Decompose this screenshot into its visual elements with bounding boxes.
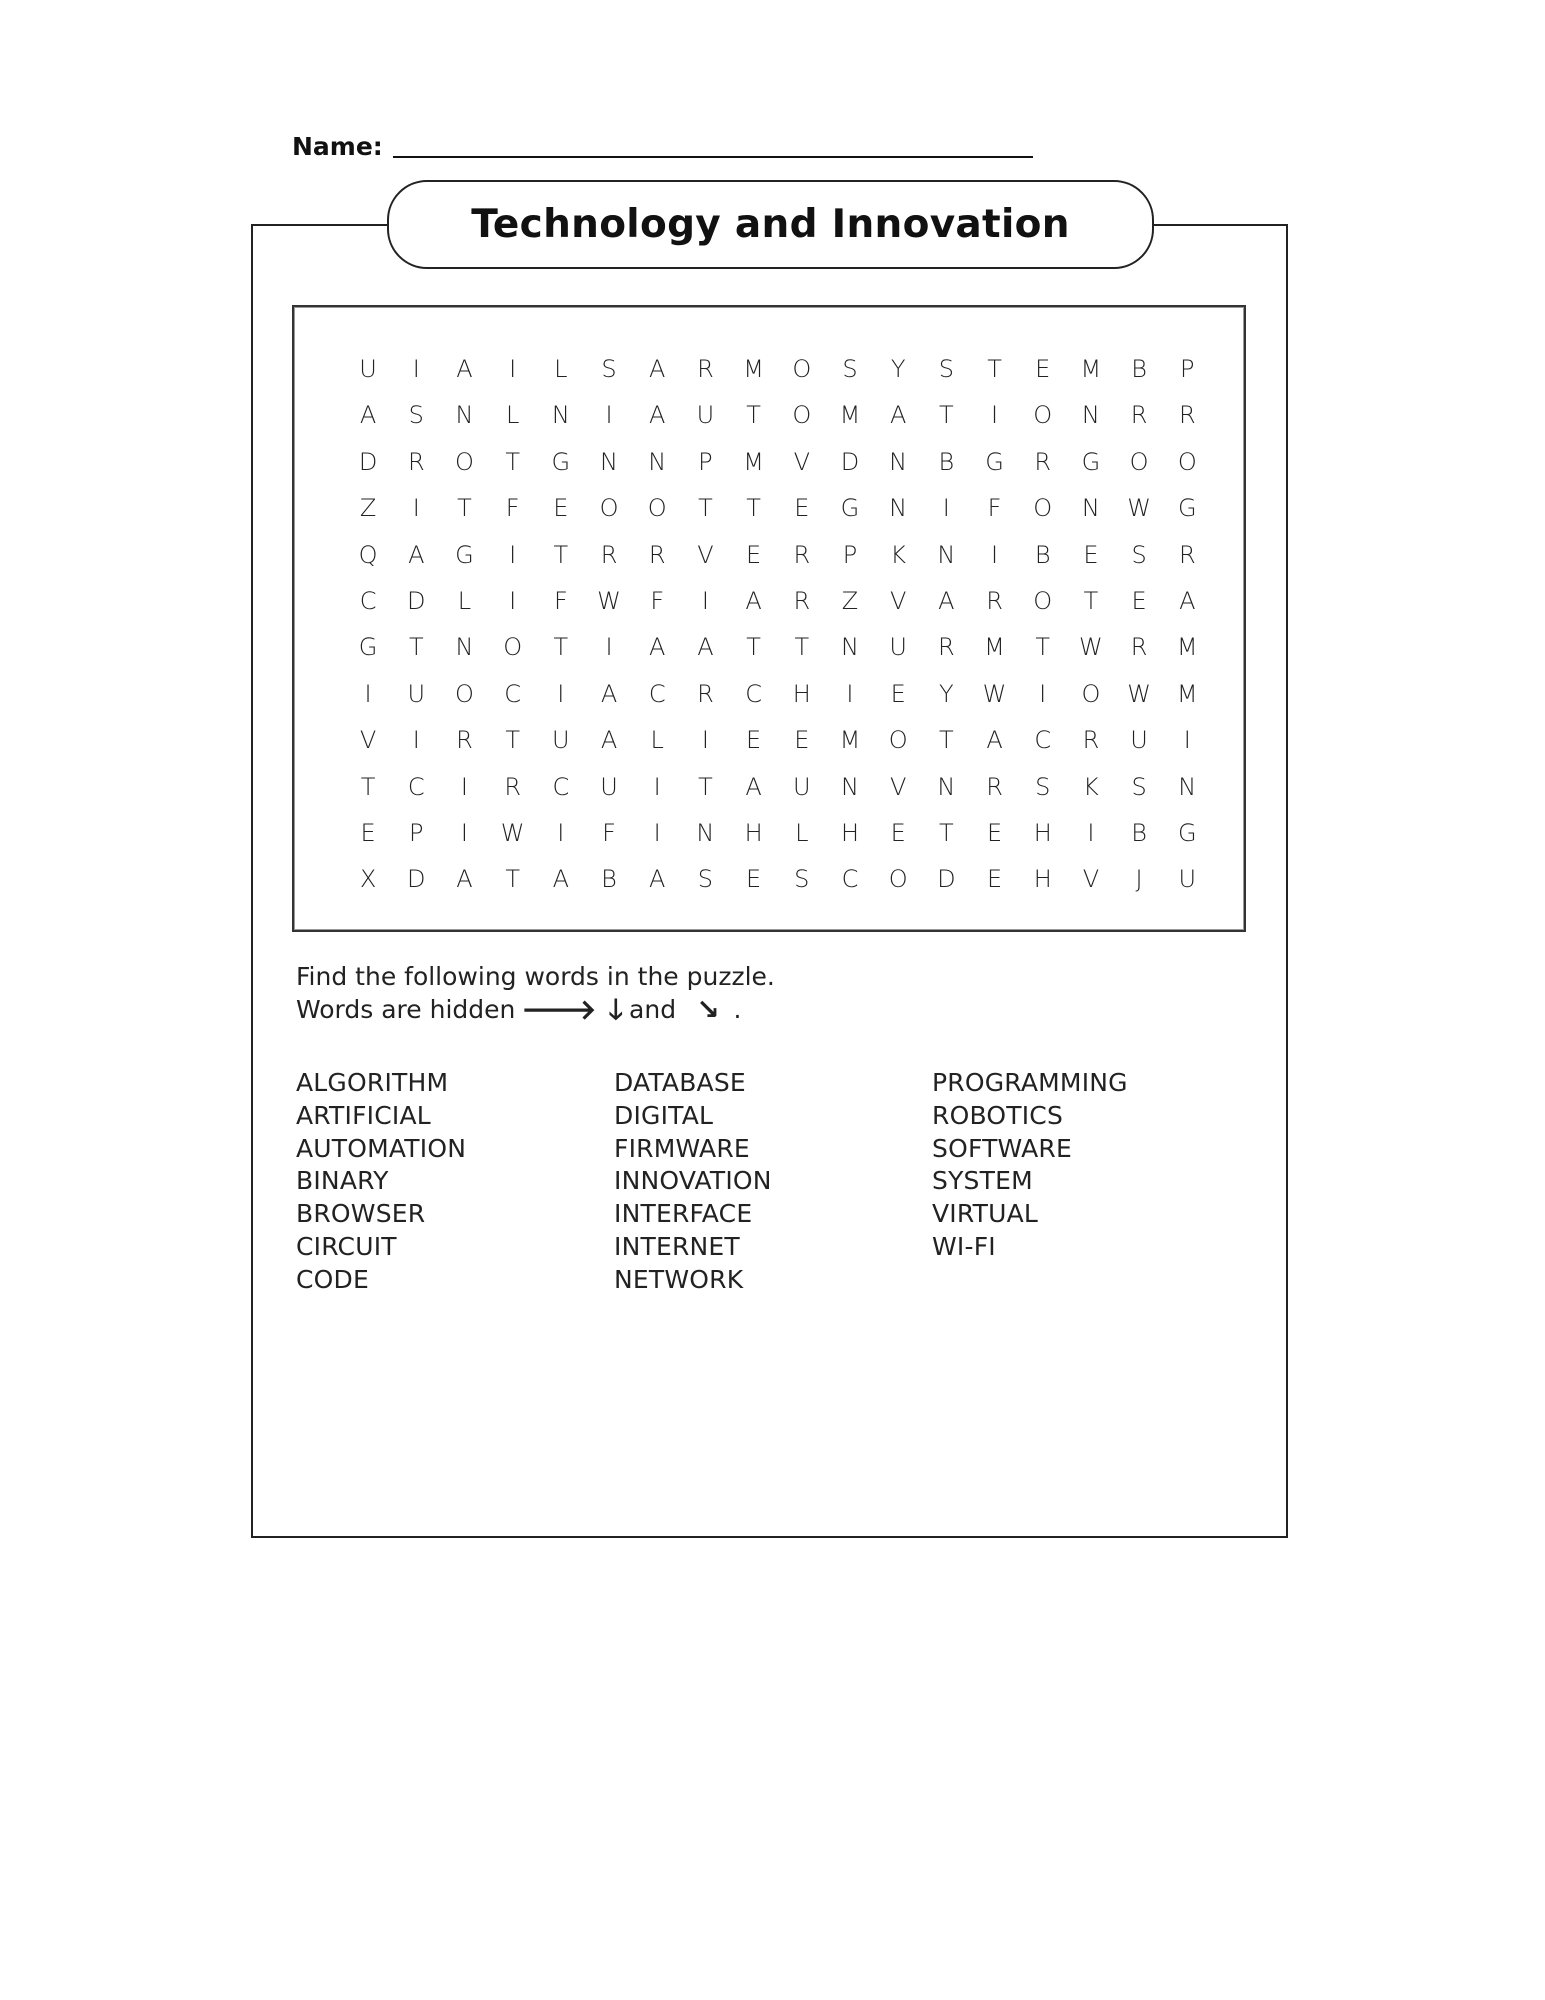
grid-letter[interactable]: N xyxy=(840,772,859,801)
grid-letter[interactable]: I xyxy=(509,540,517,569)
grid-letter[interactable]: E xyxy=(1035,355,1051,383)
grid-letter[interactable]: I xyxy=(1087,818,1095,847)
word-item: DATABASE xyxy=(614,1068,746,1097)
word-bank xyxy=(296,1067,1250,1297)
grid-letter[interactable]: Q xyxy=(358,540,378,569)
grid-letter[interactable]: Y xyxy=(890,355,906,383)
grid-letter[interactable]: T xyxy=(1083,586,1099,615)
grid-letter[interactable]: E xyxy=(553,494,569,523)
word-item: INTERFACE xyxy=(614,1199,753,1229)
grid-letter[interactable]: G xyxy=(455,540,474,569)
name-row xyxy=(292,126,1033,162)
grid-letter[interactable]: G xyxy=(840,494,860,523)
grid-letter[interactable]: I xyxy=(701,586,709,615)
grid-letter[interactable]: I xyxy=(364,679,372,708)
grid-letter[interactable]: R xyxy=(1178,540,1196,569)
grid-letter[interactable]: L xyxy=(505,401,520,430)
grid-letter[interactable]: W xyxy=(597,586,621,615)
grid-letter[interactable]: T xyxy=(1035,633,1051,662)
grid-letter[interactable]: S xyxy=(938,355,954,383)
grid-letter[interactable]: I xyxy=(557,818,565,847)
grid-letter[interactable]: S xyxy=(601,355,617,383)
grid-letter[interactable]: R xyxy=(697,355,714,383)
word-item: NETWORK xyxy=(614,1264,744,1294)
word-item: ROBOTICS xyxy=(932,1100,1064,1130)
word-item: FIRMWARE xyxy=(614,1133,750,1163)
grid-letter[interactable]: O xyxy=(1129,447,1149,476)
grid-letter[interactable]: O xyxy=(455,679,474,708)
grid-letter[interactable]: J xyxy=(1135,865,1143,894)
grid-letter[interactable]: U xyxy=(359,355,377,383)
grid-letter[interactable]: A xyxy=(1179,586,1196,615)
grid-letter[interactable]: I xyxy=(412,494,420,523)
grid-letter[interactable]: Z xyxy=(359,494,377,523)
grid-letter[interactable]: A xyxy=(359,401,377,430)
grid-letter[interactable]: S xyxy=(408,401,424,430)
grid-letter[interactable]: B xyxy=(601,865,617,894)
grid-letter[interactable]: I xyxy=(653,772,661,801)
grid-letter[interactable]: O xyxy=(1033,401,1053,430)
grid-letter[interactable]: C xyxy=(648,679,666,708)
instructions-line-2 xyxy=(296,993,775,1026)
grid-letter[interactable]: C xyxy=(407,772,425,801)
grid-letter[interactable]: N xyxy=(840,633,859,662)
grid-letter[interactable]: V xyxy=(889,586,907,615)
grid-letter[interactable]: E xyxy=(360,818,376,847)
grid-letter[interactable]: O xyxy=(1177,447,1197,476)
grid-letter[interactable]: T xyxy=(553,540,569,569)
grid-letter[interactable]: R xyxy=(938,633,955,662)
grid-letter[interactable]: D xyxy=(358,447,378,476)
grid-letter[interactable]: I xyxy=(1183,726,1191,755)
grid-letter[interactable]: A xyxy=(408,540,425,569)
grid-letter[interactable]: R xyxy=(793,540,811,569)
grid-letter[interactable]: D xyxy=(407,865,426,894)
word-item: INTERNET xyxy=(614,1231,740,1261)
arrow-right-icon: 🡒 xyxy=(521,992,597,1026)
grid-letter[interactable]: L xyxy=(457,586,472,615)
grid-letter[interactable]: S xyxy=(697,865,714,894)
word-item: WI-FI xyxy=(932,1231,996,1261)
grid-letter[interactable]: X xyxy=(359,865,377,894)
grid-letter[interactable]: I xyxy=(460,772,468,801)
grid-letter[interactable]: G xyxy=(1177,818,1197,847)
word-item: ALGORITHM xyxy=(296,1068,449,1097)
grid-letter[interactable]: S xyxy=(842,355,858,383)
grid-letter[interactable]: E xyxy=(746,726,762,755)
grid-letter[interactable]: U xyxy=(407,679,426,708)
grid-letter[interactable]: G xyxy=(1081,447,1101,476)
grid-letter[interactable]: R xyxy=(407,447,425,476)
grid-letter[interactable]: V xyxy=(1082,865,1100,894)
grid-letter[interactable]: H xyxy=(744,818,763,847)
grid-letter[interactable]: O xyxy=(1033,586,1053,615)
grid-letter[interactable]: M xyxy=(839,401,861,430)
grid-letter[interactable]: A xyxy=(600,726,618,755)
word-column xyxy=(932,1067,1250,1297)
grid-letter[interactable]: N xyxy=(1081,401,1100,430)
grid-letter[interactable]: E xyxy=(1083,540,1099,569)
grid-letter[interactable]: P xyxy=(409,818,424,847)
grid-letter[interactable]: R xyxy=(504,772,521,801)
grid-letter[interactable]: N xyxy=(937,772,956,801)
grid-letter[interactable]: T xyxy=(505,865,520,894)
grid-letter[interactable]: E xyxy=(746,540,762,569)
grid-letter[interactable]: M xyxy=(1080,355,1102,383)
grid-letter[interactable]: R xyxy=(600,540,618,569)
grid-letter[interactable]: U xyxy=(552,726,570,755)
word-column xyxy=(296,1067,614,1297)
grid-letter[interactable]: V xyxy=(697,540,714,569)
grid-letter[interactable]: R xyxy=(697,679,714,708)
grid-letter[interactable]: G xyxy=(1177,494,1197,523)
grid-letter[interactable]: G xyxy=(985,447,1004,476)
grid-letter[interactable]: M xyxy=(1176,679,1198,708)
grid-letter[interactable]: N xyxy=(455,401,474,430)
grid-letter[interactable]: T xyxy=(746,401,761,430)
grid-letter[interactable]: I xyxy=(701,726,709,755)
grid-letter[interactable]: L xyxy=(650,726,664,755)
grid-letter[interactable]: K xyxy=(890,540,907,569)
grid-letter[interactable]: F xyxy=(505,494,520,523)
grid-letter[interactable]: O xyxy=(1033,494,1053,523)
grid-letter[interactable]: V xyxy=(793,447,810,476)
grid-letter[interactable]: O xyxy=(503,633,523,662)
word-item: SOFTWARE xyxy=(932,1133,1072,1163)
grid-letter[interactable]: R xyxy=(456,726,473,755)
grid-letter[interactable]: A xyxy=(456,865,473,894)
word-item: DIGITAL xyxy=(614,1100,714,1130)
grid-letter[interactable]: W xyxy=(982,679,1007,708)
grid-letter[interactable]: D xyxy=(937,865,956,894)
word-item: ARTIFICIAL xyxy=(296,1100,431,1130)
grid-letter[interactable]: H xyxy=(840,818,859,847)
page-title: Technology and Innovation xyxy=(471,202,1070,247)
grid-letter[interactable]: K xyxy=(1083,772,1099,801)
grid-letter[interactable]: U xyxy=(1178,865,1197,894)
grid-letter[interactable]: I xyxy=(460,818,468,847)
grid-letter[interactable]: O xyxy=(1081,679,1101,708)
grid-letter[interactable]: O xyxy=(599,494,619,523)
grid-letter[interactable]: S xyxy=(1035,772,1051,801)
grid-letter[interactable]: U xyxy=(889,633,907,662)
word-item: VIRTUAL xyxy=(932,1199,1039,1229)
word-item: CODE xyxy=(296,1264,369,1294)
grid-letter[interactable]: E xyxy=(986,865,1003,894)
grid-letter[interactable]: T xyxy=(939,818,954,847)
grid-letter[interactable]: L xyxy=(795,818,809,847)
arrow-diagonal-icon: ↘ xyxy=(696,992,720,1026)
grid-letter[interactable]: R xyxy=(1082,726,1100,755)
grid-letter[interactable]: E xyxy=(890,818,906,847)
grid-letter[interactable]: I xyxy=(509,355,517,383)
grid-letter[interactable]: C xyxy=(745,679,762,708)
grid-letter[interactable]: E xyxy=(794,494,810,523)
grid-letter[interactable]: A xyxy=(456,355,473,383)
grid-letter[interactable]: N xyxy=(696,818,715,847)
grid-letter[interactable]: I xyxy=(1039,679,1047,708)
grid-letter[interactable]: N xyxy=(1081,494,1100,523)
grid-letter[interactable]: V xyxy=(889,772,907,801)
grid-letter[interactable]: B xyxy=(1034,540,1051,569)
grid-letter[interactable]: T xyxy=(408,633,424,662)
grid-letter[interactable]: H xyxy=(1033,818,1052,847)
grid-letter[interactable]: F xyxy=(553,586,568,615)
grid-letter[interactable]: I xyxy=(557,679,565,708)
grid-letter[interactable]: A xyxy=(745,772,762,801)
grid-letter[interactable]: B xyxy=(938,447,955,476)
grid-letter[interactable]: E xyxy=(1131,586,1147,615)
grid-letter[interactable]: C xyxy=(552,772,570,801)
grid-letter[interactable]: C xyxy=(504,679,522,708)
grid-letter[interactable]: W xyxy=(1127,679,1151,708)
grid-letter[interactable]: N xyxy=(1178,772,1197,801)
word-column xyxy=(614,1067,932,1297)
grid-letter[interactable]: O xyxy=(888,865,908,894)
grid-letter[interactable]: N xyxy=(551,401,570,430)
grid-letter[interactable]: D xyxy=(840,447,860,476)
grid-letter[interactable]: A xyxy=(938,586,955,615)
grid-letter[interactable]: A xyxy=(986,726,1003,755)
grid-letter[interactable]: N xyxy=(889,447,908,476)
grid-letter[interactable]: A xyxy=(600,679,618,708)
word-item: CIRCUIT xyxy=(296,1231,397,1261)
word-item: BINARY xyxy=(296,1166,389,1196)
grid-letter[interactable]: T xyxy=(505,726,520,755)
grid-letter[interactable]: B xyxy=(1131,355,1147,383)
grid-letter[interactable]: F xyxy=(650,586,665,615)
grid-letter[interactable]: T xyxy=(939,401,954,430)
grid-letter[interactable]: S xyxy=(1131,772,1147,801)
word-item: INNOVATION xyxy=(614,1166,772,1196)
hidden-directions-text: Words are hidden xyxy=(296,995,516,1024)
grid-letter[interactable]: R xyxy=(1178,401,1196,430)
grid-letter[interactable]: R xyxy=(648,540,666,569)
grid-letter[interactable]: M xyxy=(839,726,861,755)
grid-letter[interactable]: N xyxy=(600,447,618,476)
instructions-line-1: Find the following words in the puzzle. xyxy=(296,962,775,991)
arrow-down-icon: 🡓 xyxy=(608,992,624,1026)
grid-letter[interactable]: M xyxy=(743,447,764,476)
grid-letter[interactable]: A xyxy=(745,586,762,615)
instructions xyxy=(296,960,775,1026)
grid-letter[interactable]: I xyxy=(942,494,950,523)
grid-letter[interactable]: R xyxy=(986,586,1003,615)
grid-letter[interactable]: F xyxy=(602,818,616,847)
grid-letter[interactable]: I xyxy=(509,586,517,615)
grid-letter[interactable]: R xyxy=(1130,633,1148,662)
grid-letter[interactable]: T xyxy=(553,633,569,662)
grid-letter[interactable]: A xyxy=(649,401,666,430)
grid-letter[interactable]: R xyxy=(793,586,811,615)
grid-letter[interactable]: U xyxy=(600,772,618,801)
word-item: BROWSER xyxy=(296,1199,426,1229)
grid-letter[interactable]: G xyxy=(358,633,378,662)
grid-letter[interactable]: B xyxy=(1131,818,1147,847)
grid-letter[interactable]: N xyxy=(648,447,667,476)
grid-letter[interactable]: T xyxy=(746,494,761,523)
grid-letter[interactable]: E xyxy=(890,679,906,708)
grid-letter[interactable]: A xyxy=(649,355,666,383)
and-connector: and xyxy=(629,995,677,1024)
grid-letter[interactable]: M xyxy=(984,633,1005,662)
grid-letter[interactable]: I xyxy=(653,818,661,847)
grid-letter[interactable]: T xyxy=(698,494,713,523)
grid-letter[interactable]: G xyxy=(551,447,571,476)
grid-letter[interactable]: N xyxy=(937,540,956,569)
grid-letter[interactable]: U xyxy=(1130,726,1148,755)
grid-letter[interactable]: S xyxy=(794,865,810,894)
grid-letter[interactable]: S xyxy=(1131,540,1147,569)
grid-letter[interactable]: Y xyxy=(939,679,954,708)
grid-letter[interactable]: I xyxy=(605,633,613,662)
grid-letter[interactable]: D xyxy=(407,586,426,615)
word-item: SYSTEM xyxy=(932,1166,1033,1196)
grid-letter[interactable]: W xyxy=(1127,494,1151,523)
grid-letter[interactable]: N xyxy=(455,633,474,662)
grid-letter[interactable]: R xyxy=(1034,447,1052,476)
grid-letter[interactable]: T xyxy=(794,633,810,662)
letter-grid xyxy=(344,346,1211,903)
grid-letter[interactable]: A xyxy=(649,865,666,894)
grid-letter[interactable]: R xyxy=(986,772,1003,801)
grid-letter[interactable]: H xyxy=(1033,865,1052,894)
grid-letter[interactable]: A xyxy=(552,865,570,894)
grid-letter[interactable]: I xyxy=(990,540,999,569)
grid-letter[interactable]: O xyxy=(647,494,667,523)
grid-letter[interactable]: V xyxy=(359,726,377,755)
grid-letter[interactable]: N xyxy=(889,494,908,523)
grid-letter[interactable]: U xyxy=(696,401,715,430)
grid-letter[interactable]: O xyxy=(888,726,908,755)
word-item: AUTOMATION xyxy=(296,1133,467,1163)
grid-letter[interactable]: T xyxy=(457,494,472,523)
grid-letter[interactable]: A xyxy=(649,633,666,662)
grid-letter[interactable]: T xyxy=(360,772,376,801)
grid-letter[interactable]: E xyxy=(986,818,1003,847)
grid-letter[interactable]: M xyxy=(1176,633,1198,662)
grid-letter[interactable]: H xyxy=(792,679,811,708)
grid-letter[interactable]: T xyxy=(505,447,520,476)
grid-letter[interactable]: F xyxy=(987,494,1002,523)
grid-letter[interactable]: T xyxy=(987,355,1002,383)
period: . xyxy=(733,995,742,1024)
grid-letter[interactable]: E xyxy=(794,726,810,755)
grid-letter[interactable]: C xyxy=(1034,726,1052,755)
grid-letter[interactable]: T xyxy=(746,633,761,662)
grid-letter[interactable]: I xyxy=(412,355,420,383)
grid-letter[interactable]: O xyxy=(792,355,812,383)
grid-letter[interactable]: I xyxy=(846,679,854,708)
grid-letter[interactable]: W xyxy=(500,818,525,847)
grid-letter[interactable]: P xyxy=(842,540,858,569)
grid-letter[interactable]: T xyxy=(939,726,954,755)
grid-letter[interactable]: C xyxy=(841,865,859,894)
word-item: PROGRAMMING xyxy=(932,1068,1128,1097)
name-write-line[interactable] xyxy=(393,156,1033,158)
grid-letter[interactable]: E xyxy=(746,865,762,894)
grid-letter[interactable]: I xyxy=(990,401,999,430)
grid-letter[interactable]: I xyxy=(605,401,613,430)
grid-letter[interactable]: I xyxy=(412,726,420,755)
name-label: Name: xyxy=(292,132,383,161)
grid-letter[interactable]: A xyxy=(697,633,714,662)
grid-letter[interactable]: P xyxy=(698,447,713,476)
grid-letter[interactable]: O xyxy=(792,401,812,430)
grid-letter[interactable]: M xyxy=(743,355,764,383)
grid-letter[interactable]: R xyxy=(1130,401,1148,430)
grid-letter[interactable]: U xyxy=(792,772,811,801)
grid-letter[interactable]: Z xyxy=(841,586,859,615)
grid-letter[interactable]: L xyxy=(554,355,568,383)
grid-letter[interactable]: P xyxy=(1180,355,1195,383)
grid-letter[interactable]: T xyxy=(698,772,713,801)
grid-letter[interactable]: C xyxy=(359,586,377,615)
title-banner xyxy=(387,180,1154,269)
grid-letter[interactable]: W xyxy=(1079,633,1103,662)
grid-letter[interactable]: O xyxy=(455,447,474,476)
grid-letter[interactable]: A xyxy=(889,401,907,430)
